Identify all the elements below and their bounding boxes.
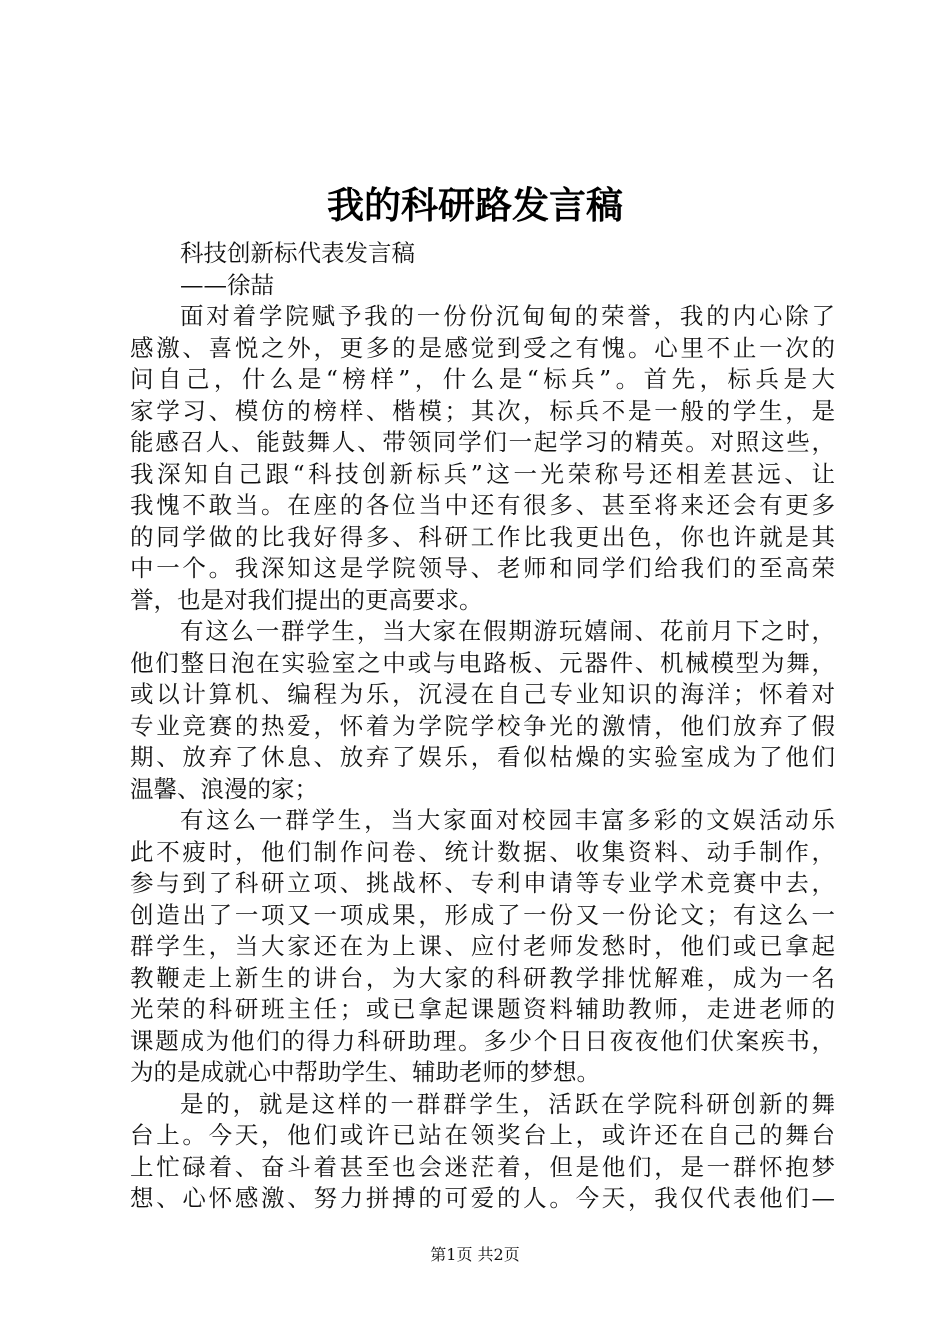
text-line: 课题成为他们的得力科研助理。多少个日日夜夜他们伏案疾书， (130, 1026, 835, 1055)
text-line: 感激、喜悦之外，更多的是感觉到受之有愧。心里不止一次的 (130, 333, 835, 362)
text-line: 问自己，什么是“榜样”，什么是“标兵”。首先，标兵是大 (130, 365, 835, 393)
text-line: 他们整日泡在实验室之中或与电路板、元器件、机械模型为舞， (130, 648, 835, 677)
document-title: 我的科研路发言稿 (327, 183, 623, 227)
text-line: 专业竞赛的热爱，怀着为学院学校争光的激情，他们放弃了假 (130, 711, 835, 740)
text-line: 想、心怀感激、努力拼搏的可爱的人。今天，我仅代表他们— (130, 1184, 835, 1212)
text-line: 的同学做的比我好得多、科研工作比我更出色，你也许就是其 (130, 522, 835, 551)
text-line: 温馨、浪漫的家； (130, 774, 318, 803)
text-line: 中一个。我深知这是学院领导、老师和同学们给我们的至高荣 (130, 554, 835, 582)
text-line: 我深知自己跟“科技创新标兵”这一光荣称号还相差甚远、让 (130, 459, 835, 488)
text-line: 是的，就是这样的一群群学生，活跃在学院科研创新的舞 (180, 1089, 835, 1118)
text-line: 家学习、模仿的榜样、楷模；其次，标兵不是一般的学生，是 (130, 396, 835, 425)
text-line: 有这么一群学生，当大家面对校园丰富多彩的文娱活动乐 (180, 806, 835, 834)
text-line: ——徐喆 (180, 270, 274, 299)
text-line: 此不疲时，他们制作问卷、统计数据、收集资料、动手制作， (130, 837, 835, 866)
text-line: 为的是成就心中帮助学生、辅助老师的梦想。 (130, 1058, 600, 1086)
document-body (130, 238, 835, 1215)
text-line: 科技创新标代表发言稿 (180, 239, 415, 267)
text-line: 我愧不敢当。在座的各位当中还有很多、甚至将来还会有更多 (130, 491, 835, 519)
text-line: 或以计算机、编程为乐，沉浸在自己专业知识的海洋；怀着对 (130, 680, 835, 708)
text-line: 誉，也是对我们提出的更高要求。 (130, 585, 483, 614)
text-line: 有这么一群学生，当大家在假期游玩嬉闹、花前月下之时， (180, 617, 835, 645)
text-line: 上忙碌着、奋斗着甚至也会迷茫着，但是他们，是一群怀抱梦 (130, 1152, 835, 1181)
page-footer: 第1页 共2页 (430, 1245, 520, 1264)
text-line: 期、放弃了休息、放弃了娱乐，看似枯燥的实验室成为了他们 (130, 743, 835, 771)
text-line: 创造出了一项又一项成果，形成了一份又一份论文；有这么一 (130, 900, 835, 929)
text-line: 群学生，当大家还在为上课、应付老师发愁时，他们或已拿起 (130, 932, 835, 960)
text-line: 面对着学院赋予我的一份份沉甸甸的荣誉，我的内心除了 (180, 302, 835, 330)
text-line: 能感召人、能鼓舞人、带领同学们一起学习的精英。对照这些， (130, 428, 835, 456)
text-line: 台上。今天，他们或许已站在领奖台上，或许还在自己的舞台 (130, 1121, 835, 1149)
text-line: 光荣的科研班主任；或已拿起课题资料辅助教师，走进老师的 (130, 995, 835, 1023)
text-line: 参与到了科研立项、挑战杯、专利申请等专业学术竞赛中去， (130, 869, 835, 897)
text-line: 教鞭走上新生的讲台，为大家的科研教学排忧解难，成为一名 (130, 963, 835, 992)
